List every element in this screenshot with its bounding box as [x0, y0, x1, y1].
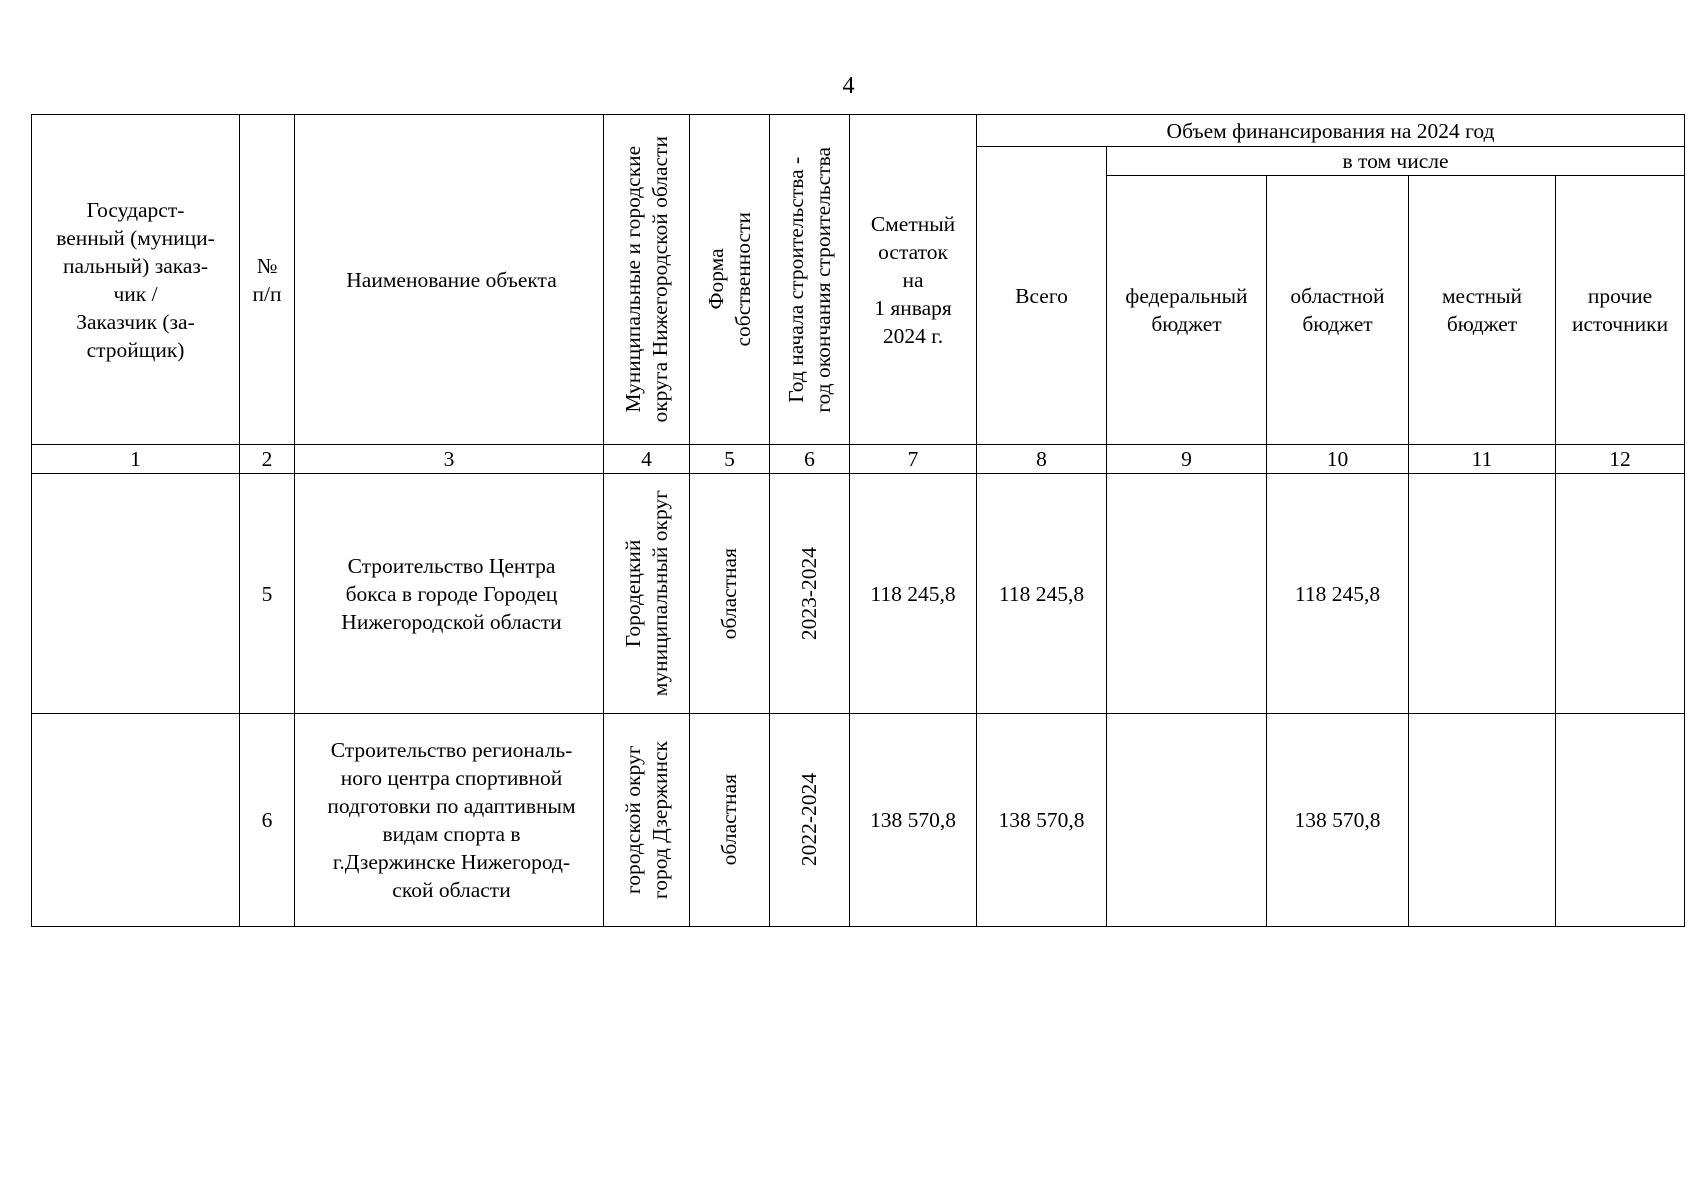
- header-funding-group-text: Объем финансирования на 2024 год: [1166, 118, 1495, 143]
- header-number-text: № п/п: [252, 253, 282, 306]
- cell-federal: [1107, 474, 1267, 714]
- cell-federal: [1107, 714, 1267, 927]
- cell-regional: 138 570,8: [1267, 714, 1409, 927]
- table-row: [32, 714, 1685, 927]
- page-number: 4: [842, 73, 855, 99]
- table-row: [32, 474, 1685, 714]
- header-funding-group: [977, 115, 1685, 147]
- header-other-text: прочие источники: [1571, 284, 1669, 336]
- cell-years: [770, 714, 850, 927]
- cell-local: [1409, 474, 1556, 714]
- header-local: [1409, 176, 1556, 445]
- column-number: 6: [770, 445, 850, 474]
- header-row-top: [32, 115, 1685, 147]
- cell-years: [770, 474, 850, 714]
- header-regional-text: областной бюджет: [1290, 284, 1385, 336]
- cell-customer: [32, 714, 240, 927]
- header-estimate-balance-text: Сметный остаток на 1 января 2024 г.: [870, 211, 956, 348]
- header-district: [604, 115, 690, 445]
- cell-number: 5: [240, 474, 295, 714]
- cell-years-text: 2022-2024: [797, 773, 821, 867]
- header-number: [240, 115, 295, 445]
- cell-number: 6: [240, 714, 295, 927]
- column-number: 7: [850, 445, 977, 474]
- column-number: 1: [32, 445, 240, 474]
- header-district-text: Муниципальные и городские округа Нижегородской области: [620, 136, 672, 423]
- column-number: 5: [690, 445, 770, 474]
- cell-other: [1556, 474, 1685, 714]
- cell-object-name: [295, 714, 604, 927]
- column-number: 9: [1107, 445, 1267, 474]
- header-years-text: Год начала строительства - год окончания строительства: [783, 146, 835, 413]
- cell-total: 138 570,8: [977, 714, 1107, 927]
- cell-years-text: 2023-2024: [797, 546, 821, 641]
- cell-estimate-balance: 138 570,8: [850, 714, 977, 927]
- cell-ownership: [690, 474, 770, 714]
- cell-district-text: Городецкий муниципальный округ: [620, 490, 672, 697]
- header-federal: [1107, 176, 1267, 445]
- header-other: [1556, 176, 1685, 445]
- header-federal-text: федеральный бюджет: [1125, 284, 1248, 336]
- header-customer-text: Государст- венный (муници- пальный) заказ- чик / Заказчик (за- стройщик): [56, 197, 215, 362]
- header-regional: [1267, 176, 1409, 445]
- header-total-text: Всего: [1015, 283, 1068, 308]
- cell-estimate-balance: 118 245,8: [850, 474, 977, 714]
- column-number: 12: [1556, 445, 1685, 474]
- column-number: 8: [977, 445, 1107, 474]
- financing-table: [31, 114, 1685, 927]
- header-years: [770, 115, 850, 445]
- header-including: [1107, 147, 1685, 176]
- header-local-text: местный бюджет: [1441, 284, 1523, 336]
- cell-district: [604, 714, 690, 927]
- cell-ownership: [690, 714, 770, 927]
- header-ownership-text: Форма собственности: [703, 212, 755, 347]
- cell-regional: 118 245,8: [1267, 474, 1409, 714]
- cell-ownership-text: областная: [717, 547, 741, 640]
- cell-district: [604, 474, 690, 714]
- column-number: 10: [1267, 445, 1409, 474]
- header-ownership: [690, 115, 770, 445]
- cell-district-text: городской округ город Дзержинск: [620, 740, 672, 900]
- cell-object-name-text: Строительство региональ- ного центра спортивной подготовки по адаптивным видам спорта в г.Дзержинске Нижегород- ской области: [327, 738, 576, 902]
- header-object-name: [295, 115, 604, 445]
- cell-local: [1409, 714, 1556, 927]
- header-including-text: в том числе: [1342, 149, 1449, 173]
- cell-object-name-text: Строительство Центра бокса в городе Городец Нижегородской области: [341, 553, 562, 634]
- column-numbers-row: [32, 445, 1685, 474]
- column-number: 3: [295, 445, 604, 474]
- header-total: [977, 147, 1107, 445]
- cell-total: 118 245,8: [977, 474, 1107, 714]
- header-estimate-balance: [850, 115, 977, 445]
- column-number: 4: [604, 445, 690, 474]
- cell-customer: [32, 474, 240, 714]
- header-object-name-text: Наименование объекта: [346, 267, 557, 292]
- column-number: 2: [240, 445, 295, 474]
- column-number: 11: [1409, 445, 1556, 474]
- header-customer: [32, 115, 240, 445]
- cell-ownership-text: областная: [717, 774, 741, 866]
- cell-other: [1556, 714, 1685, 927]
- cell-object-name: [295, 474, 604, 714]
